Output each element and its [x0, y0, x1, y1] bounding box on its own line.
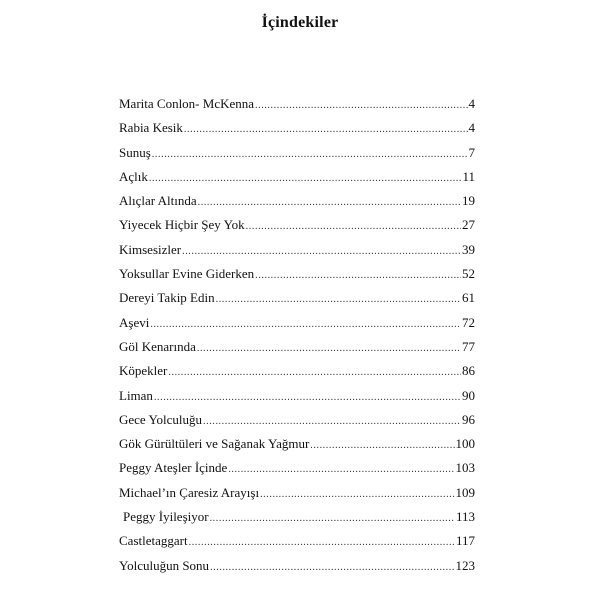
toc-entry-page-number: 113 [455, 509, 475, 525]
toc-dot-leader [168, 364, 461, 381]
toc-dot-leader [149, 170, 462, 187]
toc-entry-title: Köpekler [119, 363, 168, 379]
toc-entry-page-number: 103 [455, 460, 475, 476]
toc-dot-leader [154, 389, 461, 406]
toc-dot-leader [310, 437, 454, 454]
toc-entry-title: Kimsesizler [119, 241, 182, 257]
toc-entry-page-number: 109 [455, 484, 475, 500]
toc-entry [119, 435, 475, 459]
toc-entry [119, 289, 475, 313]
toc-entry-page-number: 96 [462, 411, 475, 427]
toc-entry-title: Peggy Ateşler İçinde [119, 460, 228, 476]
toc-entry-page-number: 4 [468, 120, 475, 136]
toc-entry [119, 508, 475, 532]
toc-entry-page-number: 61 [462, 290, 475, 306]
toc-entry-page-number: 77 [462, 338, 475, 354]
toc-dot-leader [152, 146, 468, 163]
toc-dot-leader [246, 218, 461, 235]
toc-dot-leader [255, 267, 461, 284]
toc-entry-page-number: 52 [462, 266, 475, 282]
toc-entry [119, 484, 475, 508]
toc-entry-title: Sunuş [119, 144, 151, 160]
toc-entry-page-number: 100 [455, 436, 475, 452]
toc-entry [119, 168, 475, 192]
toc-dot-leader [189, 534, 455, 551]
toc-entry-title: Yoksullar Evine Giderken [119, 266, 255, 282]
toc-entry-title: Peggy İyileşiyor [123, 509, 209, 525]
toc-entry [119, 192, 475, 216]
toc-entry-page-number: 4 [468, 96, 475, 111]
toc-entry-page-number: 39 [462, 241, 475, 257]
toc-entry [119, 532, 475, 556]
toc-entry-title: Castletaggart [119, 533, 188, 549]
toc-entry-page-number: 27 [462, 217, 475, 233]
toc-entry-title: Dereyi Takip Edin [119, 290, 215, 306]
toc-dot-leader [182, 243, 461, 260]
toc-entry-page-number: 7 [468, 144, 475, 160]
toc-dot-leader [210, 559, 454, 576]
toc-dot-leader [216, 291, 461, 308]
toc-entry [119, 338, 475, 362]
toc-entry-title: Alıçlar Altında [119, 193, 197, 209]
toc-entry [119, 95, 475, 119]
toc-entry [119, 265, 475, 289]
toc-dot-leader [198, 194, 461, 211]
toc-entry [119, 144, 475, 168]
toc-dot-leader [184, 121, 468, 138]
page-title: İçindekiler [261, 14, 339, 31]
toc-entry-title: Aşevi [119, 314, 150, 330]
toc-entry [119, 314, 475, 338]
toc-entry [119, 387, 475, 411]
toc-entry [119, 119, 475, 143]
toc-entry [119, 459, 475, 483]
toc-entry-page-number: 86 [462, 363, 475, 379]
toc-dot-leader [260, 486, 454, 503]
toc-entry-title: Göl Kenarında [119, 338, 196, 354]
table-of-contents [119, 95, 475, 581]
toc-entry-page-number: 90 [462, 387, 475, 403]
toc-dot-leader [228, 461, 454, 478]
toc-dot-leader [203, 413, 461, 430]
toc-entry-page-number: 11 [462, 168, 475, 184]
toc-entry [119, 241, 475, 265]
toc-dot-leader [150, 316, 461, 333]
toc-entry-title: Gök Gürültüleri ve Sağanak Yağmur [119, 436, 310, 452]
toc-entry-page-number: 117 [455, 533, 475, 549]
toc-entry-title: Yiyecek Hiçbir Şey Yok [119, 217, 245, 233]
toc-entry-title: Rabia Kesik [119, 120, 183, 136]
toc-entry-page-number: 72 [462, 314, 475, 330]
toc-entry-page-number: 123 [455, 557, 475, 573]
toc-entry [119, 362, 475, 386]
toc-dot-leader [210, 510, 455, 527]
toc-entry-title: Açlık [119, 168, 148, 184]
toc-dot-leader [197, 340, 461, 357]
toc-entry [119, 411, 475, 435]
toc-entry-title: Liman [119, 387, 153, 403]
toc-entry-title: Michael’ın Çaresiz Arayışı [119, 484, 260, 500]
toc-entry [119, 557, 475, 581]
toc-entry [119, 216, 475, 240]
toc-dot-leader [255, 97, 467, 114]
toc-entry-title: Yolculuğun Sonu [119, 557, 210, 573]
toc-entry-page-number: 19 [462, 193, 475, 209]
toc-entry-title: Gece Yolculuğu [119, 411, 203, 427]
toc-entry-title: Marita Conlon- McKenna [119, 96, 255, 111]
